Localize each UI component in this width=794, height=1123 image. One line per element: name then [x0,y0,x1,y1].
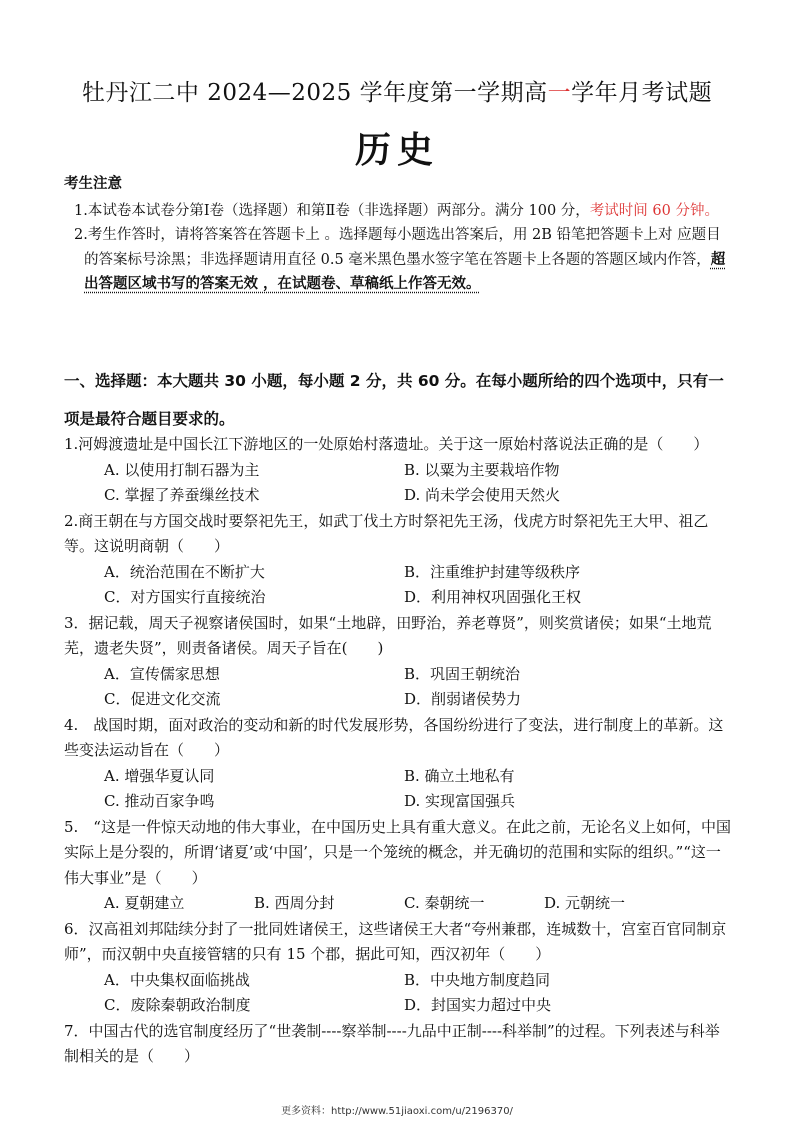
option-d[interactable]: D. 尚未学会使用天然火 [404,486,561,504]
subject-title: 历史 [354,129,439,171]
option-d[interactable]: D. 实现富国强兵 [404,792,516,810]
question-7 [64,1019,734,1070]
option-group [64,560,734,611]
notes-heading: 考生注意 [64,176,122,192]
option-a[interactable]: A．统治范围在不断扩大 [104,562,265,581]
question-stem: 6．汉高祖刘邦陆续分封了一批同姓诸侯王，这些诸侯王大者“夸州兼郡，连城数十，宫室百官同制京师”，而汉朝中央直接管辖的只有 15 个郡，据此可知，西汉初年（ ） [64,919,727,963]
exam-title-grade: 一 [547,80,572,106]
note-2-warning: 超出答题区域书写的答案无效 ，在试题卷、草稿纸上作答无效。 [84,251,726,292]
question-6 [64,917,734,1019]
exam-title-prefix: 牡丹江二中 2024—2025 学年度第一学期高 [81,80,548,106]
option-c[interactable]: C. 推动百家争鸣 [104,792,215,810]
option-c[interactable]: C. 秦朝统一 [404,894,485,912]
option-b[interactable]: B．注重维护封建等级秩序 [404,562,581,581]
option-a[interactable]: A. 增强华夏认同 [104,766,215,785]
exam-title [0,74,794,107]
option-b[interactable]: B. 以粟为主要栽培作物 [404,460,560,479]
option-group [64,968,734,1019]
question-stem: 5. “这是一件惊天动地的伟大事业，在中国历史上具有重大意义。在此之前，无论名义上如何，中国实际上是分裂的，所谓‘诸夏’或‘中国’，只是一个笼统的概念，并无确切的范围和实际的组织。”“这一伟大事业”是（ ） [64,817,731,887]
option-group [64,458,734,509]
option-a[interactable]: A．中央集权面临挑战 [104,970,250,989]
note-item-1 [64,199,734,224]
candidate-notes [64,172,734,297]
question-2 [64,509,734,611]
question-stem: 3．据记载，周天子视察诸侯国时，如果“土地辟，田野治，养老尊贤”，则奖赏诸侯；如果“土地荒芜，遗老失贤”，则责备诸侯。周天子旨在( ) [64,613,712,657]
question-stem: 2.商王朝在与方国交战时要祭祀先王，如武丁伐土方时祭祀先王汤，伐虎方时祭祀先王大甲、祖乙等。这说明商朝（ ） [64,511,709,555]
option-group [64,891,734,917]
option-b[interactable]: B．中央地方制度趋同 [404,970,551,989]
question-list [64,432,734,1070]
option-group [64,764,734,815]
question-stem: 7．中国古代的选官制度经历了“世袭制----察举制----九品中正制----科举制”的过程。下列表述与科举制相关的是（ ） [64,1021,720,1065]
option-d[interactable]: D. 元朝统一 [544,894,626,912]
question-3 [64,611,734,713]
note-2-text: 2.考生作答时，请将答案答在答题卡上 。选择题每小题选出答案后，用 2B 铅笔把答题卡上对 应题目的答案标号涂黑；非选择题请用直径 0.5 毫米黑色墨水签字笔在答题卡上各题的答题区域内作答， [74,227,721,268]
question-stem: 4. 战国时期，面对政治的变动和新的时代发展形势，各国纷纷进行了变法，进行制度上的革新。这些变法运动旨在（ ） [64,715,724,759]
footer-watermark: 更多资料：http://www.51jiaoxi.com/u/2196370/ [281,1106,513,1117]
option-a[interactable]: A. 夏朝建立 [104,894,185,912]
exam-title-suffix: 学年月考试题 [571,80,713,106]
option-c[interactable]: C．对方国实行直接统治 [104,588,266,606]
option-d[interactable]: D．削弱诸侯势力 [404,690,522,708]
section-heading: 一、选择题：本大题共 30 小题，每小题 2 分，共 60 分。在每小题所给的四个选项中，只有一项是最符合题目要求的。 [64,372,724,428]
option-d[interactable]: D．利用神权巩固强化王权 [404,588,582,606]
option-group [64,662,734,713]
note-1-text: 1.本试卷本试卷分第Ⅰ卷（选择题）和第Ⅱ卷（非选择题）两部分。满分 100 分， [74,202,590,219]
question-1 [64,432,734,509]
question-stem: 1.河姆渡遗址是中国长江下游地区的一处原始村落遗址。关于这一原始村落说法正确的是（ ） [64,435,709,453]
question-4 [64,713,734,815]
option-b[interactable]: B. 确立土地私有 [404,766,515,785]
option-c[interactable]: C．促进文化交流 [104,690,221,708]
note-item-2 [64,223,734,297]
option-b[interactable]: B. 西周分封 [254,894,335,912]
option-a[interactable]: A. 以使用打制石器为主 [104,460,260,479]
question-5 [64,815,734,917]
option-c[interactable]: C．废除秦朝政治制度 [104,996,251,1014]
option-b[interactable]: B．巩固王朝统治 [404,664,521,683]
option-c[interactable]: C. 掌握了养蚕缫丝技术 [104,486,260,504]
option-a[interactable]: A．宣传儒家思想 [104,664,220,683]
option-d[interactable]: D．封国实力超过中央 [404,996,552,1014]
note-1-time: 考试时间 60 分钟。 [589,202,719,219]
